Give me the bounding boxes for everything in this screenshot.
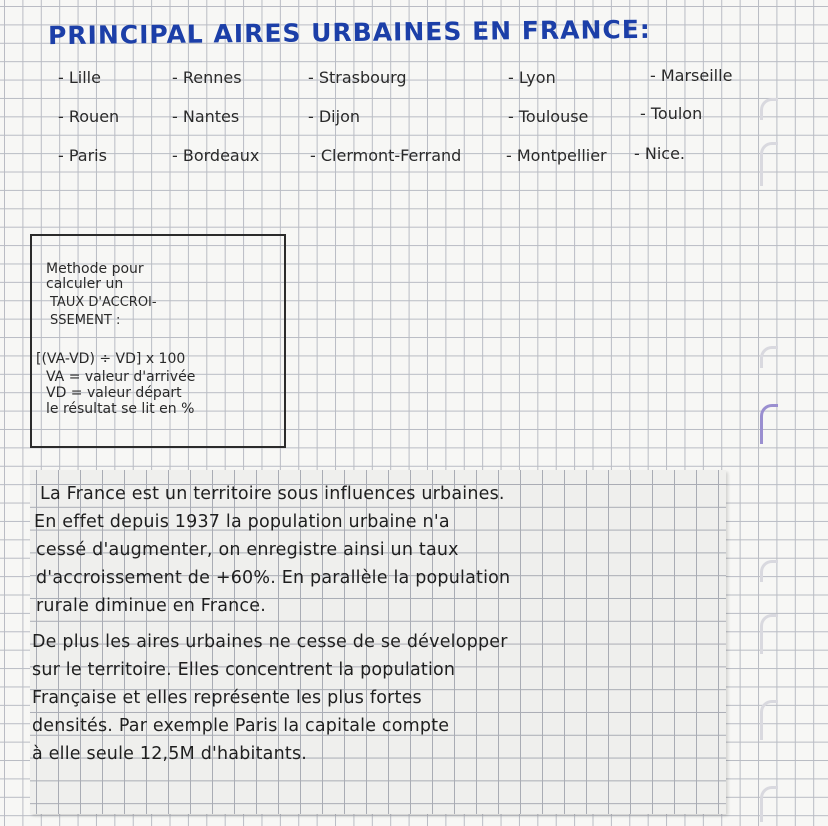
binder-ring [760,404,778,444]
page-title: PRINCIPAL AIRES URBAINES EN FRANCE: [47,14,651,51]
city-item: - Marseille [650,66,733,85]
binder-ring [760,98,778,120]
binder-ring [760,346,778,368]
city-item: - Lyon [508,68,556,87]
method-va-definition: VA = valeur d'arrivée [46,369,196,385]
city-item: - Nantes [172,107,240,126]
method-result-note: le résultat se lit en % [46,401,195,417]
city-item: - Toulouse [508,107,589,126]
paragraph-line: d'accroissement de +60%. En parallèle la population [36,568,511,588]
paragraph-line: sur le territoire. Elles concentrent la population [32,660,456,680]
city-item: - Montpellier [506,146,607,165]
city-item: - Rouen [58,107,120,126]
city-item: - Bordeaux [172,146,260,165]
city-item: - Paris [58,146,107,165]
paragraph-line: densités. Par exemple Paris la capitale compte [32,716,450,736]
paragraph-line: rurale diminue en France. [36,596,266,616]
method-heading: TAUX D'ACCROI- [50,295,157,310]
paragraph-sheet [30,470,726,814]
city-item: - Rennes [172,68,242,87]
city-item: - Clermont-Ferrand [310,146,462,165]
paragraph-line: Française et elles représente les plus fortes [32,688,422,708]
method-heading: calculer un [46,276,124,292]
paragraph-line: cessé d'augmenter, on enregistre ainsi un taux [36,540,459,560]
city-item: - Toulon [640,104,703,123]
binder-ring [760,614,778,654]
paragraph-line: En effet depuis 1937 la population urbaine n'a [34,512,450,532]
paragraph-line: De plus les aires urbaines ne cesse de se développer [32,632,508,652]
city-item: - Nice. [634,144,685,163]
method-formula: [(VA-VD) ÷ VD] x 100 [36,351,186,367]
paragraph-line: à elle seule 12,5M d'habitants. [32,744,308,764]
binder-ring [760,786,778,822]
method-vd-definition: VD = valeur départ [46,385,182,401]
binder-ring [760,142,778,186]
method-box [30,234,286,448]
city-item: - Dijon [308,107,360,126]
binder-ring [760,560,778,582]
method-heading: SSEMENT : [50,313,121,328]
binder-ring [760,700,778,740]
city-item: - Lille [58,68,101,87]
paragraph-line: La France est un territoire sous influences urbaines. [40,484,505,504]
city-item: - Strasbourg [308,68,407,87]
method-heading: Methode pour [46,261,144,277]
